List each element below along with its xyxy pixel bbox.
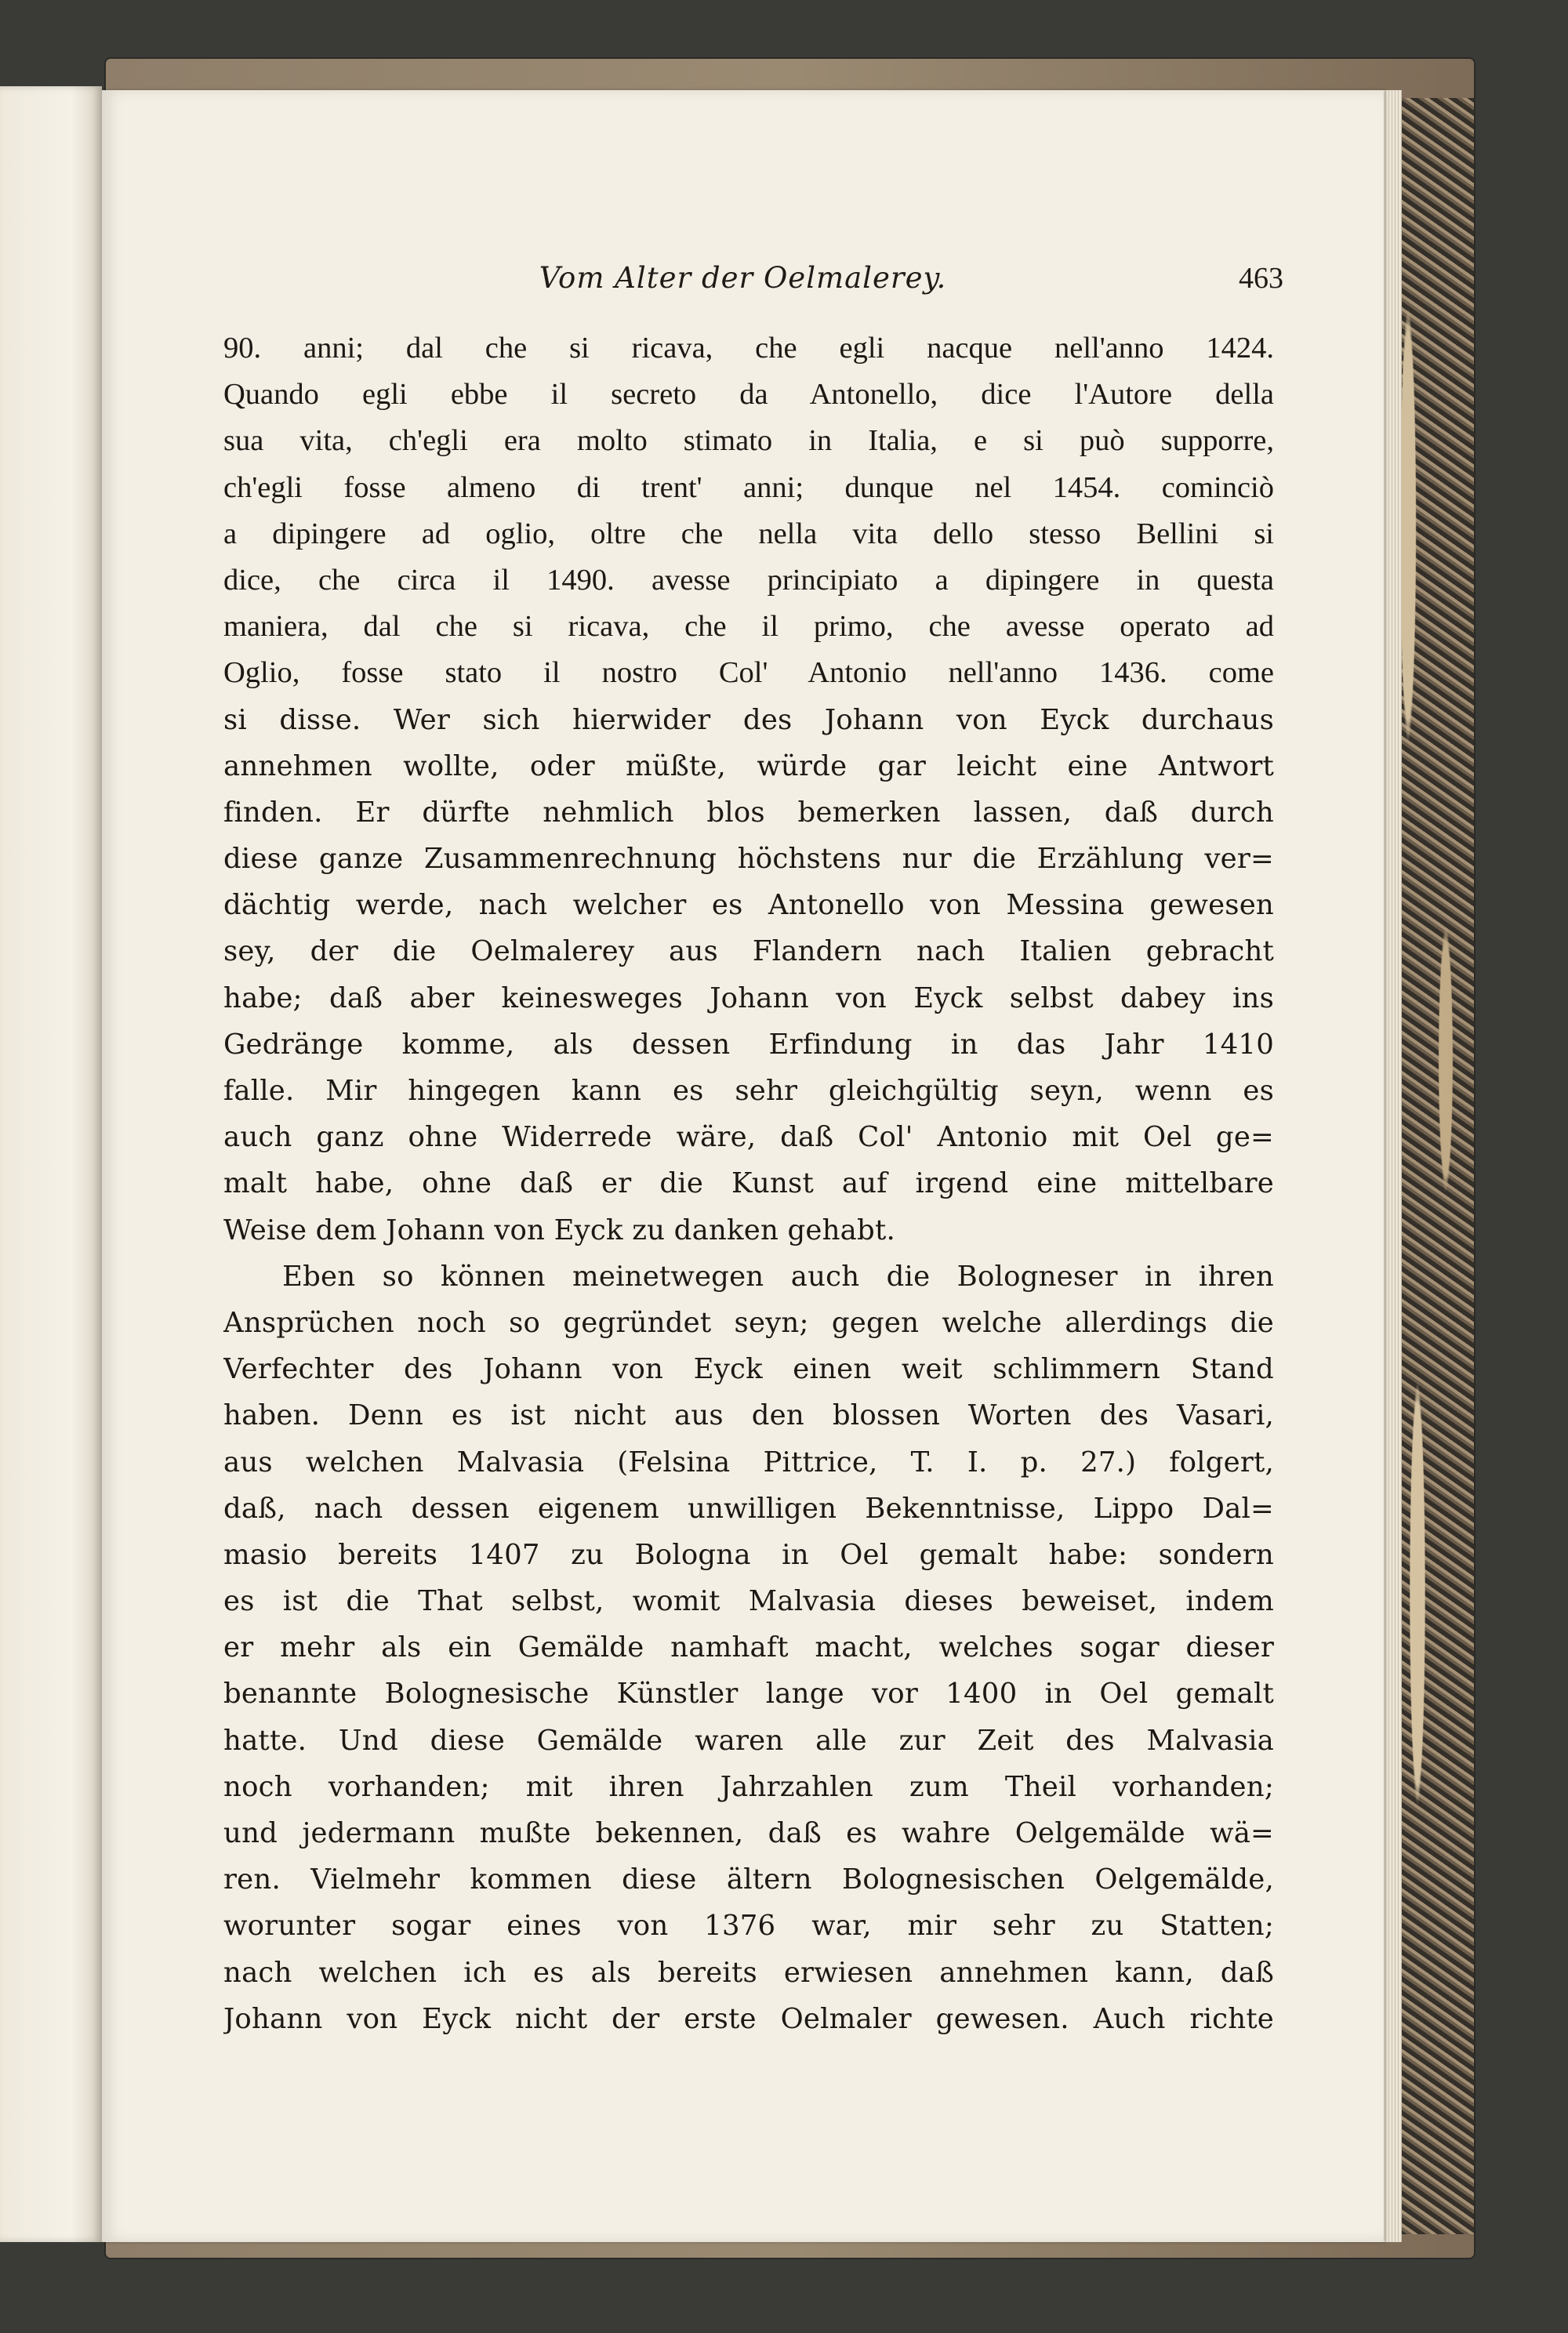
text-line: maniera, dal che si ricava, che il primo, che avesse operato ad (223, 610, 1274, 644)
text-line: und jedermann mußte bekennen, daß es wahre Oelgemälde wä= (223, 1817, 1274, 1849)
text-line: ch'egli fosse almeno di trent' anni; dunque nel 1454. cominciò (223, 470, 1274, 504)
text-line: Quando egli ebbe il secreto da Antonello, dice l'Autore della (223, 378, 1274, 412)
text-line: annehmen wollte, oder müßte, würde gar leicht eine Antwort (223, 749, 1274, 782)
text-line: masio bereits 1407 zu Bologna in Oel gemalt habe: sondern (223, 1538, 1274, 1571)
facing-page-edge (0, 86, 102, 2242)
text-line: sey, der die Oelmalerey aus Flandern nach Italien gebracht (223, 935, 1274, 968)
text-line: hatte. Und diese Gemälde waren alle zur Zeit des Malvasia (223, 1724, 1274, 1757)
text-line: falle. Mir hingegen kann es sehr gleichgültig seyn, wenn es (223, 1075, 1274, 1107)
text-line: haben. Denn es ist nicht aus den blossen Worten des Vasari, (223, 1399, 1274, 1432)
text-line: Oglio, fosse stato il nostro Col' Antonio nell'anno 1436. come (223, 656, 1274, 690)
text-line: nach welchen ich es als bereits erwiesen annehmen kann, daß (223, 1956, 1274, 1989)
text-line: daß, nach dessen eigenem unwilligen Bekenntnisse, Lippo Dal= (223, 1492, 1274, 1525)
text-line: noch vorhanden; mit ihren Jahrzahlen zum Theil vorhanden; (223, 1770, 1274, 1803)
running-head (102, 261, 1384, 308)
text-line: 90. anni; dal che si ricava, che egli nacque nell'anno 1424. (223, 332, 1274, 365)
text-line: malt habe, ohne daß er die Kunst auf irgend eine mittelbare (223, 1167, 1274, 1200)
text-line: habe; daß aber keinesweges Johann von Eyck selbst dabey ins (223, 981, 1274, 1014)
text-line: a dipingere ad oglio, oltre che nella vita dello stesso Bellini si (223, 517, 1274, 550)
text-line: si disse. Wer sich hierwider des Johann von Eyck durchaus (223, 703, 1274, 736)
text-line: Verfechter des Johann von Eyck einen weit schlimmern Stand (223, 1353, 1274, 1386)
text-line: dice, che circa il 1490. avesse principiato a dipingere in questa (223, 563, 1274, 597)
text-line: ren. Vielmehr kommen diese ältern Bolognesischen Oelgemälde, (223, 1863, 1274, 1896)
text-line: es ist die That selbst, womit Malvasia dieses beweiset, indem (223, 1585, 1274, 1618)
text-line: Eben so können meinetwegen auch die Bologneser in ihren (282, 1260, 1274, 1293)
text-line: auch ganz ohne Widerrede wäre, daß Col' Antonio mit Oel ge= (223, 1121, 1274, 1154)
text-line: Johann von Eyck nicht der erste Oelmaler gewesen. Auch richte (223, 2002, 1274, 2035)
book-page (102, 90, 1384, 2242)
text-line: Gedränge komme, als dessen Erfindung in das Jahr 1410 (223, 1028, 1274, 1061)
text-line: aus welchen Malvasia (Felsina Pittrice, T. I. p. 27.) folgert, (223, 1446, 1274, 1479)
text-line: benannte Bolognesische Künstler lange vor 1400 in Oel gemalt (223, 1678, 1274, 1711)
text-line: er mehr als ein Gemälde namhaft macht, welches sogar dieser (223, 1631, 1274, 1664)
text-line: diese ganze Zusammenrechnung höchstens nur die Erzählung ver= (223, 843, 1274, 876)
body-text (223, 325, 1274, 2042)
text-line: finden. Er dürfte nehmlich blos bemerken lassen, daß durch (223, 796, 1274, 829)
text-line: Ansprüchen noch so gegründet seyn; gegen welche allerdings die (223, 1306, 1274, 1339)
text-line: worunter sogar eines von 1376 war, mir sehr zu Statten; (223, 1910, 1274, 1943)
text-line: Weise dem Johann von Eyck zu danken gehabt. (223, 1214, 895, 1246)
text-line: dächtig werde, nach welcher es Antonello von Messina gewesen (223, 889, 1274, 922)
text-line: sua vita, ch'egli era molto stimato in Italia, e si può supporre, (223, 424, 1274, 458)
page-number: 463 (1239, 262, 1283, 295)
running-title: Vom Alter der Oelmalerey. (539, 261, 947, 295)
